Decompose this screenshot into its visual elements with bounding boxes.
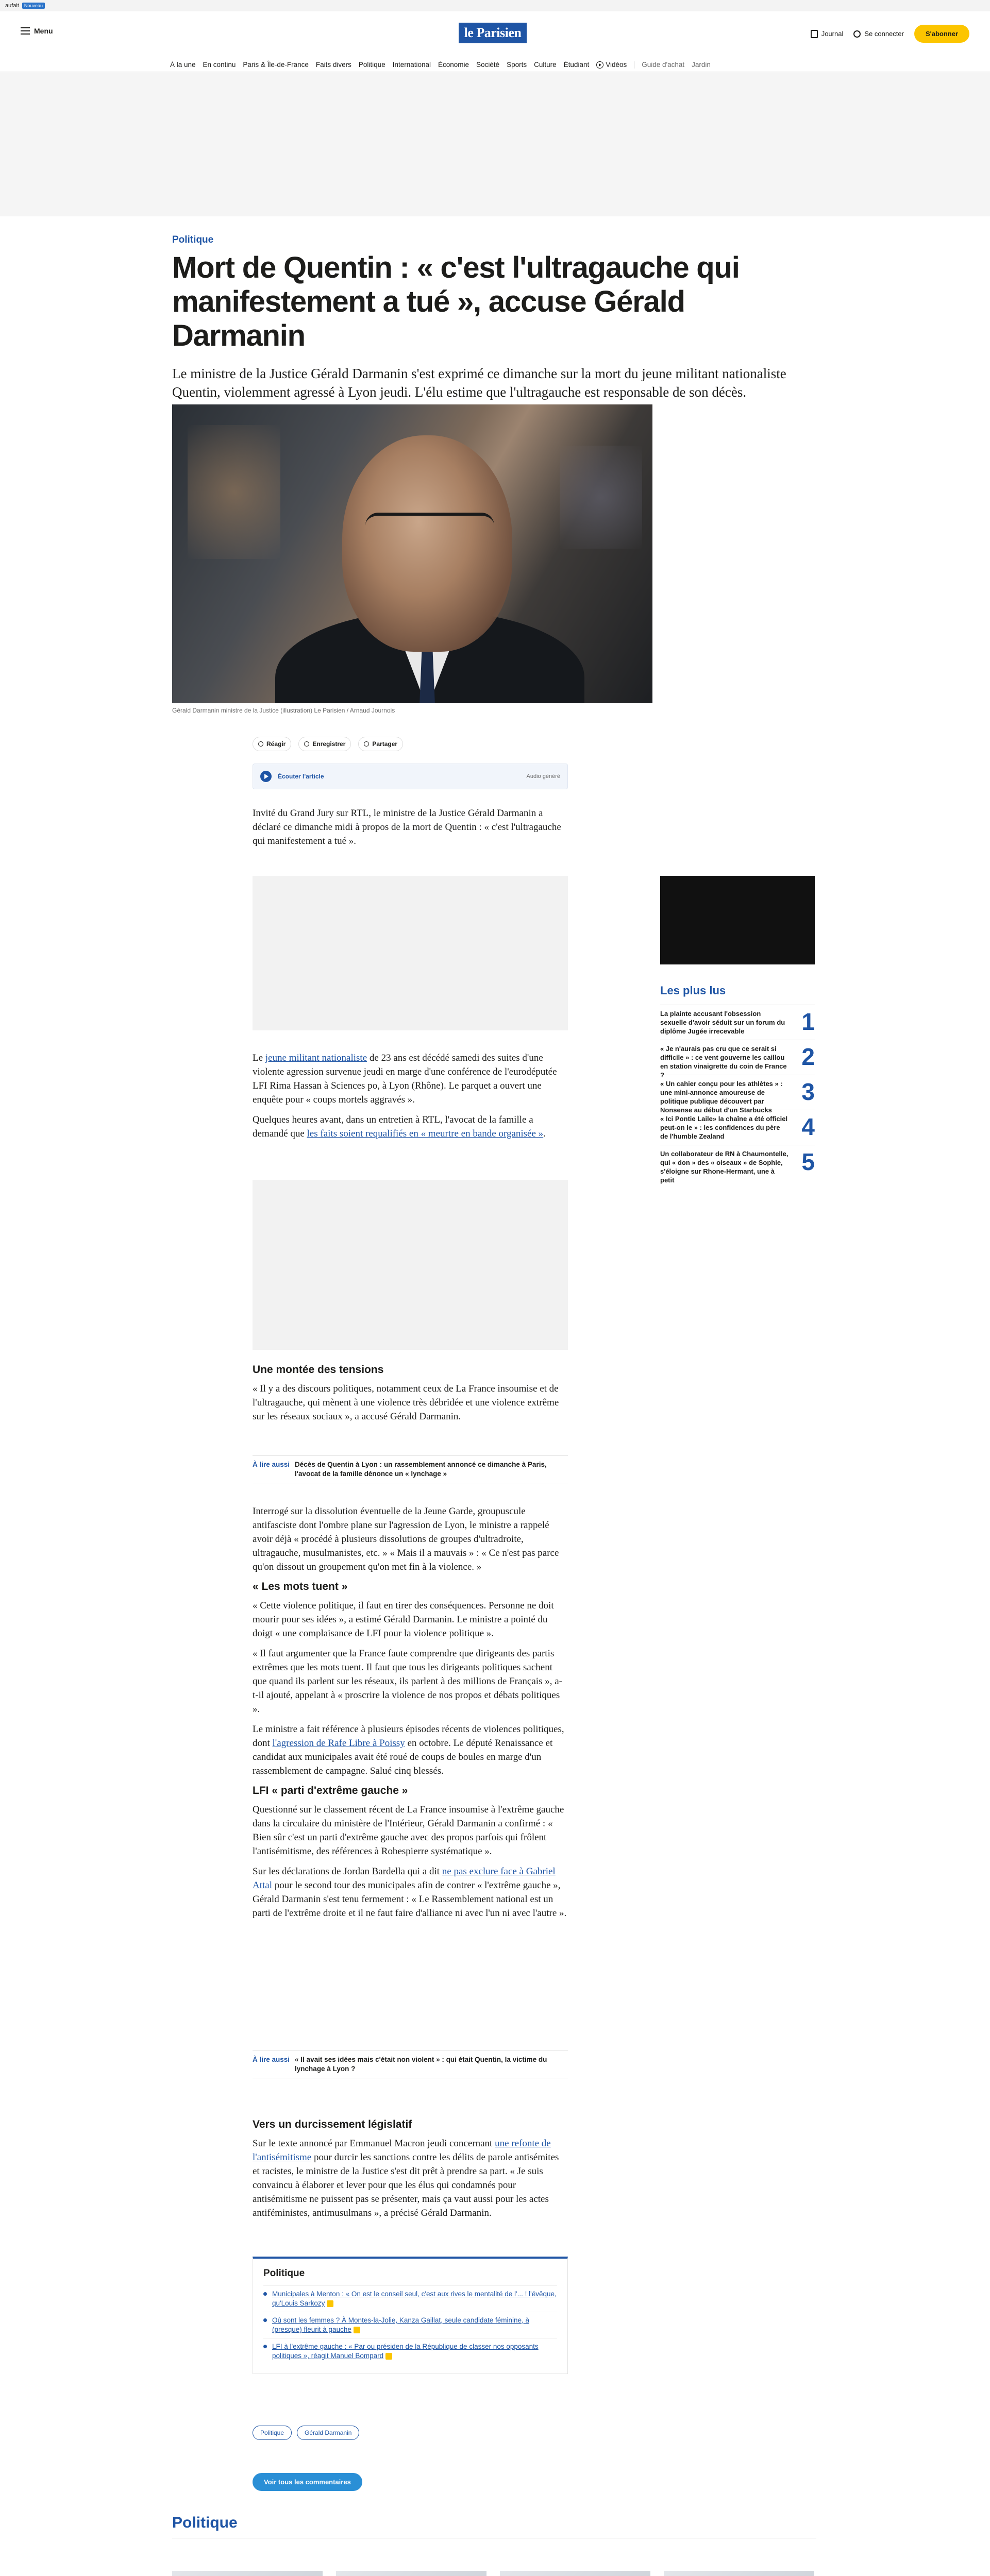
section-heading: Vers un durcissement législatif xyxy=(253,2119,412,2130)
react-button[interactable] xyxy=(253,737,291,751)
politique-section xyxy=(172,2514,816,2538)
premium-icon xyxy=(385,2353,392,2360)
top-strip xyxy=(0,0,990,11)
section-heading: LFI « parti d'extrême gauche » xyxy=(253,1785,408,1797)
nav-item-sports[interactable]: Sports xyxy=(507,61,527,69)
share-bar xyxy=(253,737,403,751)
section-heading: « Les mots tuent » xyxy=(253,1581,348,1592)
nav-item-faits-divers[interactable]: Faits divers xyxy=(315,61,351,69)
related-title: Politique xyxy=(263,2268,305,2279)
section-heading: Une montée des tensions xyxy=(253,1364,384,1376)
site-header xyxy=(0,11,990,72)
card-row xyxy=(172,2571,816,2576)
nav-item-paris[interactable]: Paris & Île-de-France xyxy=(243,61,309,69)
bookmark-icon xyxy=(304,741,309,747)
article-card[interactable] xyxy=(500,2571,650,2576)
paragraph: Interrogé sur la dissolution éventuelle de la Jeune Garde, groupuscule antifasciste dont l'ombre plane sur l'agression de Lyon, le ministre a rappelé avoir déjà « procédé à plusieurs dissolutions de groupes d'ultradroite, ultragauche, musulmanistes, etc. » « Mais il a mauvais » : « Ce n'est pas parce qu'on dissout un groupement qu'on met fin à la violence. » xyxy=(253,1506,559,1572)
article-kicker[interactable]: Politique xyxy=(172,234,214,245)
inline-link[interactable]: jeune militant nationaliste xyxy=(265,1053,367,1063)
article-card[interactable] xyxy=(172,2571,323,2576)
card-image xyxy=(500,2571,650,2576)
nav-item-culture[interactable]: Culture xyxy=(534,61,557,69)
hamburger-icon xyxy=(21,27,30,35)
nav-videos-label: Vidéos xyxy=(606,61,627,69)
also-read-label: À lire aussi xyxy=(253,2056,290,2063)
article-photo xyxy=(172,404,652,703)
most-read-item[interactable]: « Je n'aurais pas cru que ce serait si difficile » : ce vent gouverne les caillou en station vinaigrette du coin de France ? 2 xyxy=(660,1040,815,1075)
inline-link[interactable]: les faits soient requalifiés en « meurtre en bande organisée » xyxy=(307,1128,544,1139)
tag-list xyxy=(253,2426,359,2440)
most-read-item[interactable]: « Un cahier conçu pour les athlètes » : une mini-annonce amoureuse de politique publique découvert par Nonsense au début d'un Starbucks 3 xyxy=(660,1075,815,1110)
share-button[interactable] xyxy=(358,737,403,751)
also-read-label: À lire aussi xyxy=(253,1461,290,1468)
save-button[interactable] xyxy=(298,737,351,751)
article-header xyxy=(172,234,816,427)
site-logo[interactable]: le Parisien xyxy=(459,23,527,43)
nav-item-continu[interactable]: En continu xyxy=(203,61,236,69)
most-read-item[interactable]: Un collaborateur de RN à Chaumontelle, qui « don » des « oiseaux » de Sophie, s'éloigne sur Rhone-Hermant, une à petit 5 xyxy=(660,1145,815,1180)
nav-item-jardin[interactable]: Jardin xyxy=(692,61,711,69)
paragraph: Quelques heures avant, dans un entretien à RTL, l'avocat de la famille a demandé que les faits soient requalifiés en « meurtre en bande organisée ». xyxy=(253,1114,546,1139)
section-title[interactable]: Politique xyxy=(172,2514,816,2538)
most-read-item[interactable]: « Ici Pontie Laile» la chaîne a été officiel peut-on le » : les confidences du père de l'humble Zealand 4 xyxy=(660,1110,815,1145)
main-nav xyxy=(170,61,711,69)
photo-caption: Gérald Darmanin ministre de la Justice (illustration) Le Parisien / Arnaud Journois xyxy=(172,707,395,714)
tag-politique[interactable]: Politique xyxy=(253,2426,292,2440)
inline-ad-slot xyxy=(253,876,568,1030)
article-card[interactable] xyxy=(336,2571,486,2576)
nav-item-etudiant[interactable]: Étudiant xyxy=(563,61,590,69)
comment-icon xyxy=(258,741,263,747)
share-label: Partager xyxy=(372,740,398,748)
paragraph: « Il y a des discours politiques, notamment ceux de La France insoumise et de l'ultragauche, qui mènent à une violence très débridée et une violence extrême sur les réseaux sociaux », a accusé Gérald Darmanin. xyxy=(253,1383,559,1422)
also-read-box[interactable] xyxy=(253,1455,568,1483)
newspaper-icon xyxy=(811,30,818,38)
most-read-title: Les plus lus xyxy=(660,984,726,997)
react-label: Réagir xyxy=(266,740,286,748)
article-body-1 xyxy=(253,806,568,854)
nav-item-guide[interactable]: Guide d'achat xyxy=(642,61,685,69)
login-link[interactable] xyxy=(853,30,904,38)
top-ad-slot xyxy=(0,72,990,216)
paragraph: Sur les déclarations de Jordan Bardella qui a dit ne pas exclure face à Gabriel Attal pour le second tour des municipales afin de contrer « l'extrême gauche », Gérald Darmanin s'est tenu fermement : « Le Rassemblement national est un parti de l'extrême droite et il ne faut faire d'alliance ni avec l'un ni avec l'autre ». xyxy=(253,1866,567,1919)
nav-item-international[interactable]: International xyxy=(392,61,431,69)
inline-link[interactable]: l'agression de Rafe Libre à Poissy xyxy=(272,1738,405,1749)
related-item[interactable]: Municipales à Menton : « On est le conseil seul, c'est aux rives le mentalité de l'... ! l'évêque, qu'Louis Sarkozy xyxy=(263,2285,557,2312)
comments-button[interactable]: Voir tous les commentaires xyxy=(253,2473,362,2491)
article-lede: Le ministre de la Justice Gérald Darmanin s'est exprimé ce dimanche sur la mort du jeune militant nationaliste Quentin, violemment agressé à Lyon jeudi. L'élu estime que l'ultragauche est responsable de son décès. xyxy=(172,366,786,400)
audio-label: Écouter l'article xyxy=(278,773,324,780)
inline-ad-slot xyxy=(253,1180,568,1350)
paragraph: Invité du Grand Jury sur RTL, le ministre de la Justice Gérald Darmanin a déclaré ce dimanche midi à propos de la mort de Quentin : « c'est l'ultragauche qui manifestement a tué ». xyxy=(253,808,561,846)
related-item[interactable]: Où sont les femmes ? À Montes-la-Jolie, Kanza Gaillat, seule candidate féminine, à (presque) fleurit à gauche xyxy=(263,2312,557,2338)
login-label: Se connecter xyxy=(864,30,904,38)
premium-icon xyxy=(354,2327,360,2333)
paragraph: « Il faut argumenter que la France faute comprendre que dirigeants des partis extrêmes que les mots tuent. Il faut que tous les dirigeants politiques sachent que quand ils parlent sur les réseaux, ils parlent à des millions de Français », a-t-il ajouté, appelant à « proscrire la violence de nos propos et débats politiques ». xyxy=(253,1648,562,1715)
share-icon xyxy=(364,741,369,747)
play-icon[interactable] xyxy=(260,771,272,782)
card-image xyxy=(664,2571,814,2576)
save-label: Enregistrer xyxy=(312,740,346,748)
play-icon xyxy=(596,61,603,69)
also-read-box[interactable] xyxy=(253,2050,568,2078)
paragraph: « Cette violence politique, il faut en tirer des conséquences. Personne ne doit mourir pour ses idées », a estimé Gérald Darmanin. Le ministre a pointé du doigt « une complaisance de LFI pour la violence politique ». xyxy=(253,1600,554,1639)
paragraph: Le ministre a fait référence à plusieurs épisodes récents de violences politiques, dont l'agression de Rafe Libre à Poissy en octobre. Le député Renaissance et candidat aux municipales avait été roué de coups de boules en marge d'un rassemblement de campagne. Salué cinq blessés. xyxy=(253,1724,564,1776)
premium-icon xyxy=(327,2300,333,2307)
aufait-link[interactable]: aufait xyxy=(5,3,19,9)
inline-link[interactable]: ne pas exclure face à Gabriel Attal xyxy=(253,1866,556,1891)
article-body-4 xyxy=(253,1504,568,1926)
nav-item-une[interactable]: À la une xyxy=(170,61,196,69)
journal-label: Journal xyxy=(821,30,844,38)
article-card[interactable] xyxy=(664,2571,814,2576)
related-articles xyxy=(253,2257,568,2374)
sidebar-ad-slot xyxy=(660,876,815,964)
card-image xyxy=(172,2571,323,2576)
new-badge: Nouveau xyxy=(22,3,45,9)
also-read-link[interactable]: « Il avait ses idées mais c'était non violent » : qui était Quentin, la victime du lynchage à Lyon ? xyxy=(295,2056,547,2073)
most-read xyxy=(660,984,815,1184)
nav-item-societe[interactable]: Société xyxy=(476,61,500,69)
paragraph: Sur le texte annoncé par Emmanuel Macron jeudi concernant une refonte de l'antisémitisme pour durcir les sanctions contre les délits de parole antisémites et racistes, le ministre de la Justice s'est dit prêt à prendre sa part. « Je suis convaincu à élaborer et lever pour que les élus qui condamnés pour antisémitisme ne puissent pas se présenter, mais ça vaut aussi pour les actes antiféministes, antimusulmans », a précisé Gérald Darmanin. xyxy=(253,2138,559,2218)
paragraph: Questionné sur le classement récent de La France insoumise à l'extrême gauche dans la circulaire du ministère de l'Intérieur, Gérald Darmanin a confirmé : « Bien sûr c'est un parti d'extrême gauche avec des propos parfois qui frôlent l'antisémitisme, des références à Robespierre systématique ». xyxy=(253,1804,564,1857)
menu-label: Menu xyxy=(34,27,53,35)
nav-item-economie[interactable]: Économie xyxy=(438,61,469,69)
article-body-3 xyxy=(253,1360,568,1430)
audio-note: Audio généré xyxy=(526,773,560,779)
header-actions xyxy=(811,25,969,43)
menu-button[interactable] xyxy=(21,27,53,35)
tag-darmanin[interactable]: Gérald Darmanin xyxy=(297,2426,359,2440)
user-icon xyxy=(853,30,861,38)
article-body-2 xyxy=(253,1051,568,1147)
most-read-item[interactable]: La plainte accusant l'obsession sexuelle d'avoir séduit sur un forum du diplôme Jugée irrecevable 1 xyxy=(660,1005,815,1040)
also-read-link[interactable]: Décès de Quentin à Lyon : un rassemblement annoncé ce dimanche à Paris, l'avocat de la famille dénonce un « lynchage » xyxy=(295,1461,547,1478)
paragraph: Le jeune militant nationaliste de 23 ans est décédé samedi des suites d'une violente agression survenue jeudi en marge d'une conférence de l'eurodéputée LFI Rima Hassan à Sciences po, à Lyon (Rhône). Le parquet a ouvert une enquête pour « coups mortels aggravés ». xyxy=(253,1053,557,1105)
journal-link[interactable] xyxy=(811,30,844,38)
inline-link[interactable]: une refonte de l'antisémitisme xyxy=(253,2138,551,2163)
nav-item-politique[interactable]: Politique xyxy=(358,61,385,69)
article-body-5 xyxy=(253,2115,568,2226)
article-title: Mort de Quentin : « c'est l'ultragauche qui manifestement a tué », accuse Gérald Darmanin xyxy=(172,251,740,352)
nav-item-videos[interactable] xyxy=(596,61,627,69)
subscribe-button[interactable]: S'abonner xyxy=(914,25,969,43)
audio-player[interactable] xyxy=(253,764,568,789)
related-item[interactable]: LFI à l'extrême gauche : « Par ou présiden de la République de classer nos opposants politiques », réagit Manuel Bompard xyxy=(263,2338,557,2364)
card-image xyxy=(336,2571,486,2576)
